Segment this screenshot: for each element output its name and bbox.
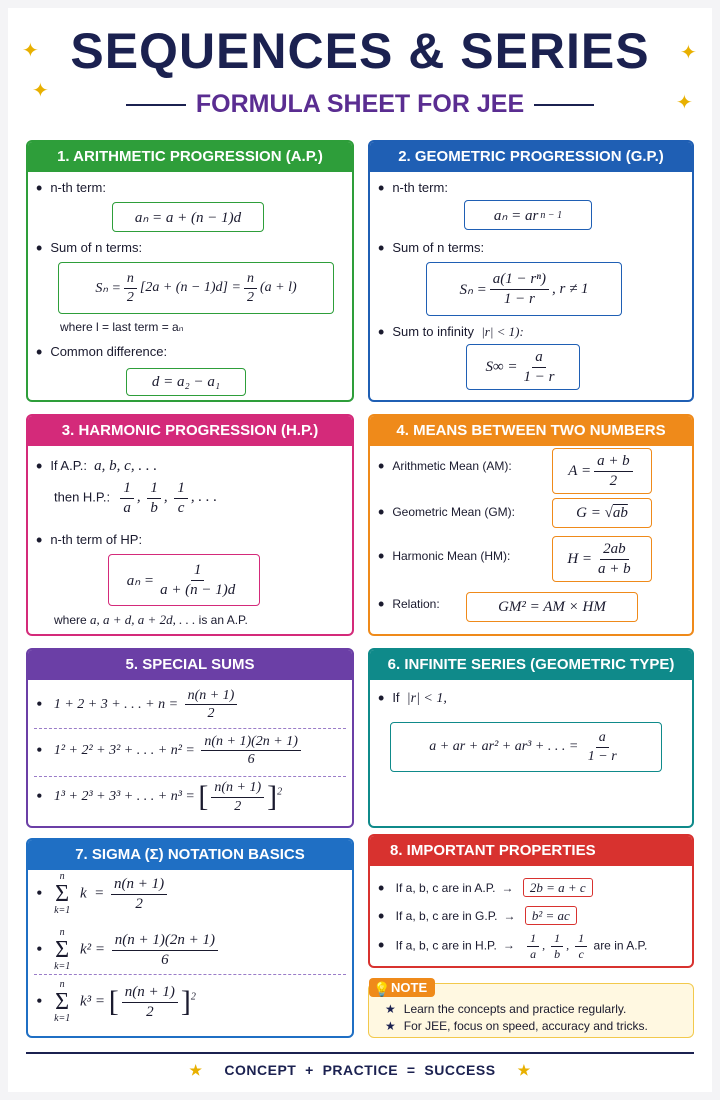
sparkle-icon: ✦ (32, 80, 49, 102)
card-heading: 6. INFINITE SERIES (GEOMETRIC TYPE) (370, 650, 692, 680)
gm-formula: G = √ ab (552, 498, 652, 528)
sum-label: • Sum of n terms: (378, 238, 484, 259)
card-infinite-series (368, 648, 694, 828)
sum-of-squares: • 1² + 2² + 3² + . . . + n² = $\frac{n(n + 1)(2n + 1)}{6}$ (36, 734, 304, 768)
am-formula: A = $\frac{a + b}{2}$ (552, 448, 652, 494)
sum-of-naturals: • 1 + 2 + 3 + . . . + n = $\frac{n(n + 1)}{2}$ (36, 688, 240, 722)
gp-nth-formula: aₙ = ar n − 1 (464, 200, 592, 230)
footer-tagline: ★ CONCEPT + PRACTICE = SUCCESS ★ (189, 1062, 531, 1078)
hm-label: • Harmonic Mean (HM): (378, 546, 510, 567)
note-box (368, 980, 694, 1038)
relation-formula: GM² = AM × HM (466, 592, 638, 622)
sum-label: • Sum of n terms: (36, 238, 142, 259)
page-title: SEQUENCES & SERIES (70, 23, 650, 79)
if-ap-line: • If A.P.: a, b, c, . . . (36, 456, 157, 477)
sigma-k: • n Σ k=1 k = $\frac{n(n + 1)}{2}$ (36, 872, 170, 916)
am-label: • Arithmetic Mean (AM): (378, 456, 512, 477)
where-last-term: where l = last term = aₙ (60, 320, 184, 334)
note-tag: NOTE (369, 978, 435, 997)
sum-of-cubes: • 1³ + 2³ + 3³ + . . . + n³ = [ $\frac{n(n + 1)}{2}$ ]$^2$ (36, 780, 282, 814)
property-hp: • If a, b, c are in H.P. → $\frac{1}{a}$ , $\frac{1}{b}$ , $\frac{1}{c}$ are in A.P. (378, 932, 647, 961)
gp-infinity-formula: S∞ = $\frac{a}{1 - r}$ (466, 344, 580, 390)
card-important-properties (368, 834, 694, 968)
card-heading: 1. ARITHMETIC PROGRESSION (A.P.) (28, 142, 352, 172)
ap-sum-formula: Sₙ = $\frac{n}{2}$ [2a + (n − 1)d] = $\frac{n}{2}$ (a + l) (58, 262, 334, 314)
sigma-k-squared: • n Σ k=1 k² = $\frac{n(n + 1)(2n + 1)}{6}$ (36, 928, 221, 972)
note-line-1: ★ Learn the concepts and practice regularly. (385, 1002, 627, 1016)
star-icon: ★ (517, 1062, 531, 1078)
card-heading: 5. SPECIAL SUMS (28, 650, 352, 680)
divider (34, 974, 346, 975)
sparkle-icon: ✦ (680, 42, 697, 64)
difference-label: • Common difference: (36, 342, 167, 363)
star-icon: ★ (385, 1019, 396, 1033)
card-sigma-notation (26, 838, 354, 1038)
relation-label: • Relation: (378, 594, 440, 615)
lightbulb-icon: 💡 (373, 981, 391, 997)
nth-hp-label: • n-th term of HP: (36, 530, 142, 551)
card-heading: 3. HARMONIC PROGRESSION (H.P.) (28, 416, 352, 446)
card-harmonic-progression (26, 414, 354, 636)
hp-nth-formula: aₙ = $\frac{1}{a + (n - 1)d}$ (108, 554, 260, 606)
star-icon: ★ (385, 1002, 396, 1016)
card-heading: 7. SIGMA (Σ) NOTATION BASICS (28, 840, 352, 870)
card-means (368, 414, 694, 636)
star-icon: ★ (189, 1062, 203, 1078)
ap-difference-formula: d = a₂ − a₁ (126, 368, 246, 396)
nth-term-label: • n-th term: (378, 178, 448, 199)
sigma-k-cubed: • n Σ k=1 k³ = [ $\frac{n(n + 1)}{2}$ ]$^2$ (36, 980, 196, 1024)
page-subtitle: FORMULA SHEET FOR JEE (0, 90, 720, 119)
footer-divider (26, 1052, 694, 1054)
card-special-sums (26, 648, 354, 828)
gp-sum-formula: Sₙ = $\frac{\text{a(1 − rⁿ)}}{1 - r}$ , r ≠ 1 (426, 262, 622, 316)
card-arithmetic-progression (26, 140, 354, 402)
hp-where-line: where a, a + d, a + 2d, . . . is an A.P. (54, 612, 248, 627)
sparkle-icon: ✦ (22, 40, 39, 62)
divider (34, 776, 346, 777)
divider (34, 728, 346, 729)
property-gp: • If a, b, c are in G.P. → b² = ac (378, 906, 577, 927)
card-heading: 2. GEOMETRIC PROGRESSION (G.P.) (370, 142, 692, 172)
card-heading: 8. IMPORTANT PROPERTIES (370, 836, 692, 866)
then-hp-line: then H.P.: $\frac{1}{a}$ , $\frac{1}{b}$ , $\frac{1}{c}$ , . . . (54, 480, 218, 516)
sparkle-icon: ✦ (676, 92, 693, 114)
note-line-2: ★ For JEE, focus on speed, accuracy and tricks. (385, 1019, 648, 1033)
infinite-series-formula: a + ar + ar² + ar³ + . . . = $\frac{a}{1 - r}$ (390, 722, 662, 772)
ap-nth-formula: aₙ = a + (n − 1)d (112, 202, 264, 232)
hm-formula: H = $\frac{2ab}{a + b}$ (552, 536, 652, 582)
card-heading: 4. MEANS BETWEEN TWO NUMBERS (370, 416, 692, 446)
nth-term-label: • n-th term: (36, 178, 106, 199)
infinity-label: • Sum to infinity |r| < 1): (378, 322, 524, 343)
property-ap: • If a, b, c are in A.P. → 2b = a + c (378, 878, 593, 899)
gm-label: • Geometric Mean (GM): (378, 502, 515, 523)
card-geometric-progression (368, 140, 694, 402)
infinite-condition: • If |r| < 1, (378, 688, 447, 709)
